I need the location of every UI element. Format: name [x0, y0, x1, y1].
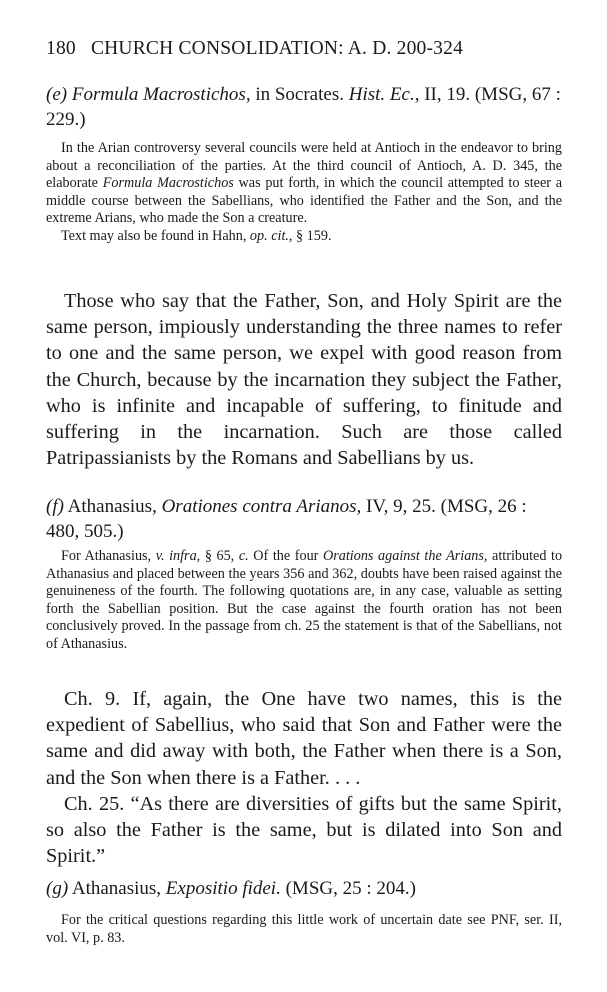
section-g-title: Expositio fidei. [165, 878, 281, 899]
section-e-note-italic: op. cit., [249, 227, 293, 244]
section-f-intro-text-2: § 65, [204, 548, 235, 564]
section-f-intro-c: c. [238, 548, 249, 564]
section-e-note-text-2: § 159. [296, 227, 332, 244]
section-f-intro-text-1: For Athanasius, [61, 548, 152, 564]
section-f-ref: IV, 9, 25. (MSG, 26 : 480, 505.) [46, 496, 527, 542]
section-g-intro [46, 912, 562, 947]
section-f-heading [46, 494, 562, 544]
section-f-intro [46, 548, 562, 654]
section-e-paragraph: Those who say that the Father, Son, and Holy Spirit are the same person, impiously understanding the three names to refer to one and the same person, we expel with good reason from the Church, because by the incarnation they subject the Father, who is infinite and incapable of suffering, to finitude and suffering in the incarnation. Such are those called Patripassianists by the Romans and Sabellians by us. [46, 290, 562, 470]
running-header [46, 38, 562, 60]
section-g-intro-text: For the critical questions regarding this little work of uncertain date see PNF, ser. II, vol. VI, p. 83. [46, 912, 562, 946]
section-e-title: Formula Macrostichos, [71, 84, 251, 105]
section-f-author: Athanasius, [67, 496, 157, 517]
section-e-source: Hist. Ec., [348, 84, 420, 105]
section-e-ref: II, 19. [424, 84, 471, 105]
running-title: CHURCH CONSOLIDATION: A. D. 200-324 [90, 38, 464, 59]
section-e-in: in Socrates. [255, 84, 344, 105]
page-number: 180 [46, 38, 76, 59]
section-f-chapter-25: Ch. 25. “As there are diversities of gifts but the same Spirit, so also the Father is the same, but is dilated into Son and Spirit.” [46, 792, 562, 868]
section-f-chapter-9: Ch. 9. If, again, the One have two names, this is the expedient of Sabellius, who said that Son and Father were the same and did away with both, the Father when there is a Son, and the Son when there is a Father. . . . [46, 688, 562, 789]
section-g-ref: (MSG, 25 : 204.) [285, 878, 416, 899]
section-e-intro-text-1: In the Arian controversy several councils were held at Antioch in the endeavor to bring about a reconciliation of the parties. At the third council of Antioch, A. D. 345, the elaborate [46, 140, 562, 192]
section-e-text [46, 288, 562, 471]
section-e-label: (e) [46, 84, 68, 105]
section-f-title: Orationes contra Arianos, [161, 496, 362, 517]
section-g-label: (g) [46, 878, 69, 899]
section-g-heading [46, 876, 562, 901]
section-e-intro-italic: Formula Macrostichos [102, 175, 234, 192]
section-f-quotes [46, 686, 562, 869]
section-f-label: (f) [46, 496, 64, 517]
section-e-note-text-1: Text may also be found in Hahn, [61, 227, 247, 244]
section-e-intro [46, 140, 562, 246]
section-e-heading [46, 82, 562, 132]
section-f-intro-text-3: Of the four [253, 548, 319, 564]
section-g-author: Athanasius, [71, 878, 162, 899]
section-f-intro-text-4: attributed to Athanasius and placed between the years 356 and 362, doubts have been raised against the genuineness of the fourth. The following quotations are, in any case, valuable as setting forth the Sabellian position. But the case against the fourth oration has not been conclusively proved. In the passage from ch. 25 the statement is that of the Sabellians, not of Athanasius. [46, 548, 563, 652]
section-f-intro-ref: v. infra, [155, 548, 201, 564]
section-e-intro-text-2: was put forth, in which the council attempted to steer a middle course between the Sabellians, who identified the Father and the Son, and the extreme Arians, who made the Son a creature. [46, 175, 563, 227]
section-e-msg: (MSG, 67 : 229.) [46, 84, 561, 130]
section-f-intro-italic: Orations against the Arians, [323, 548, 488, 564]
